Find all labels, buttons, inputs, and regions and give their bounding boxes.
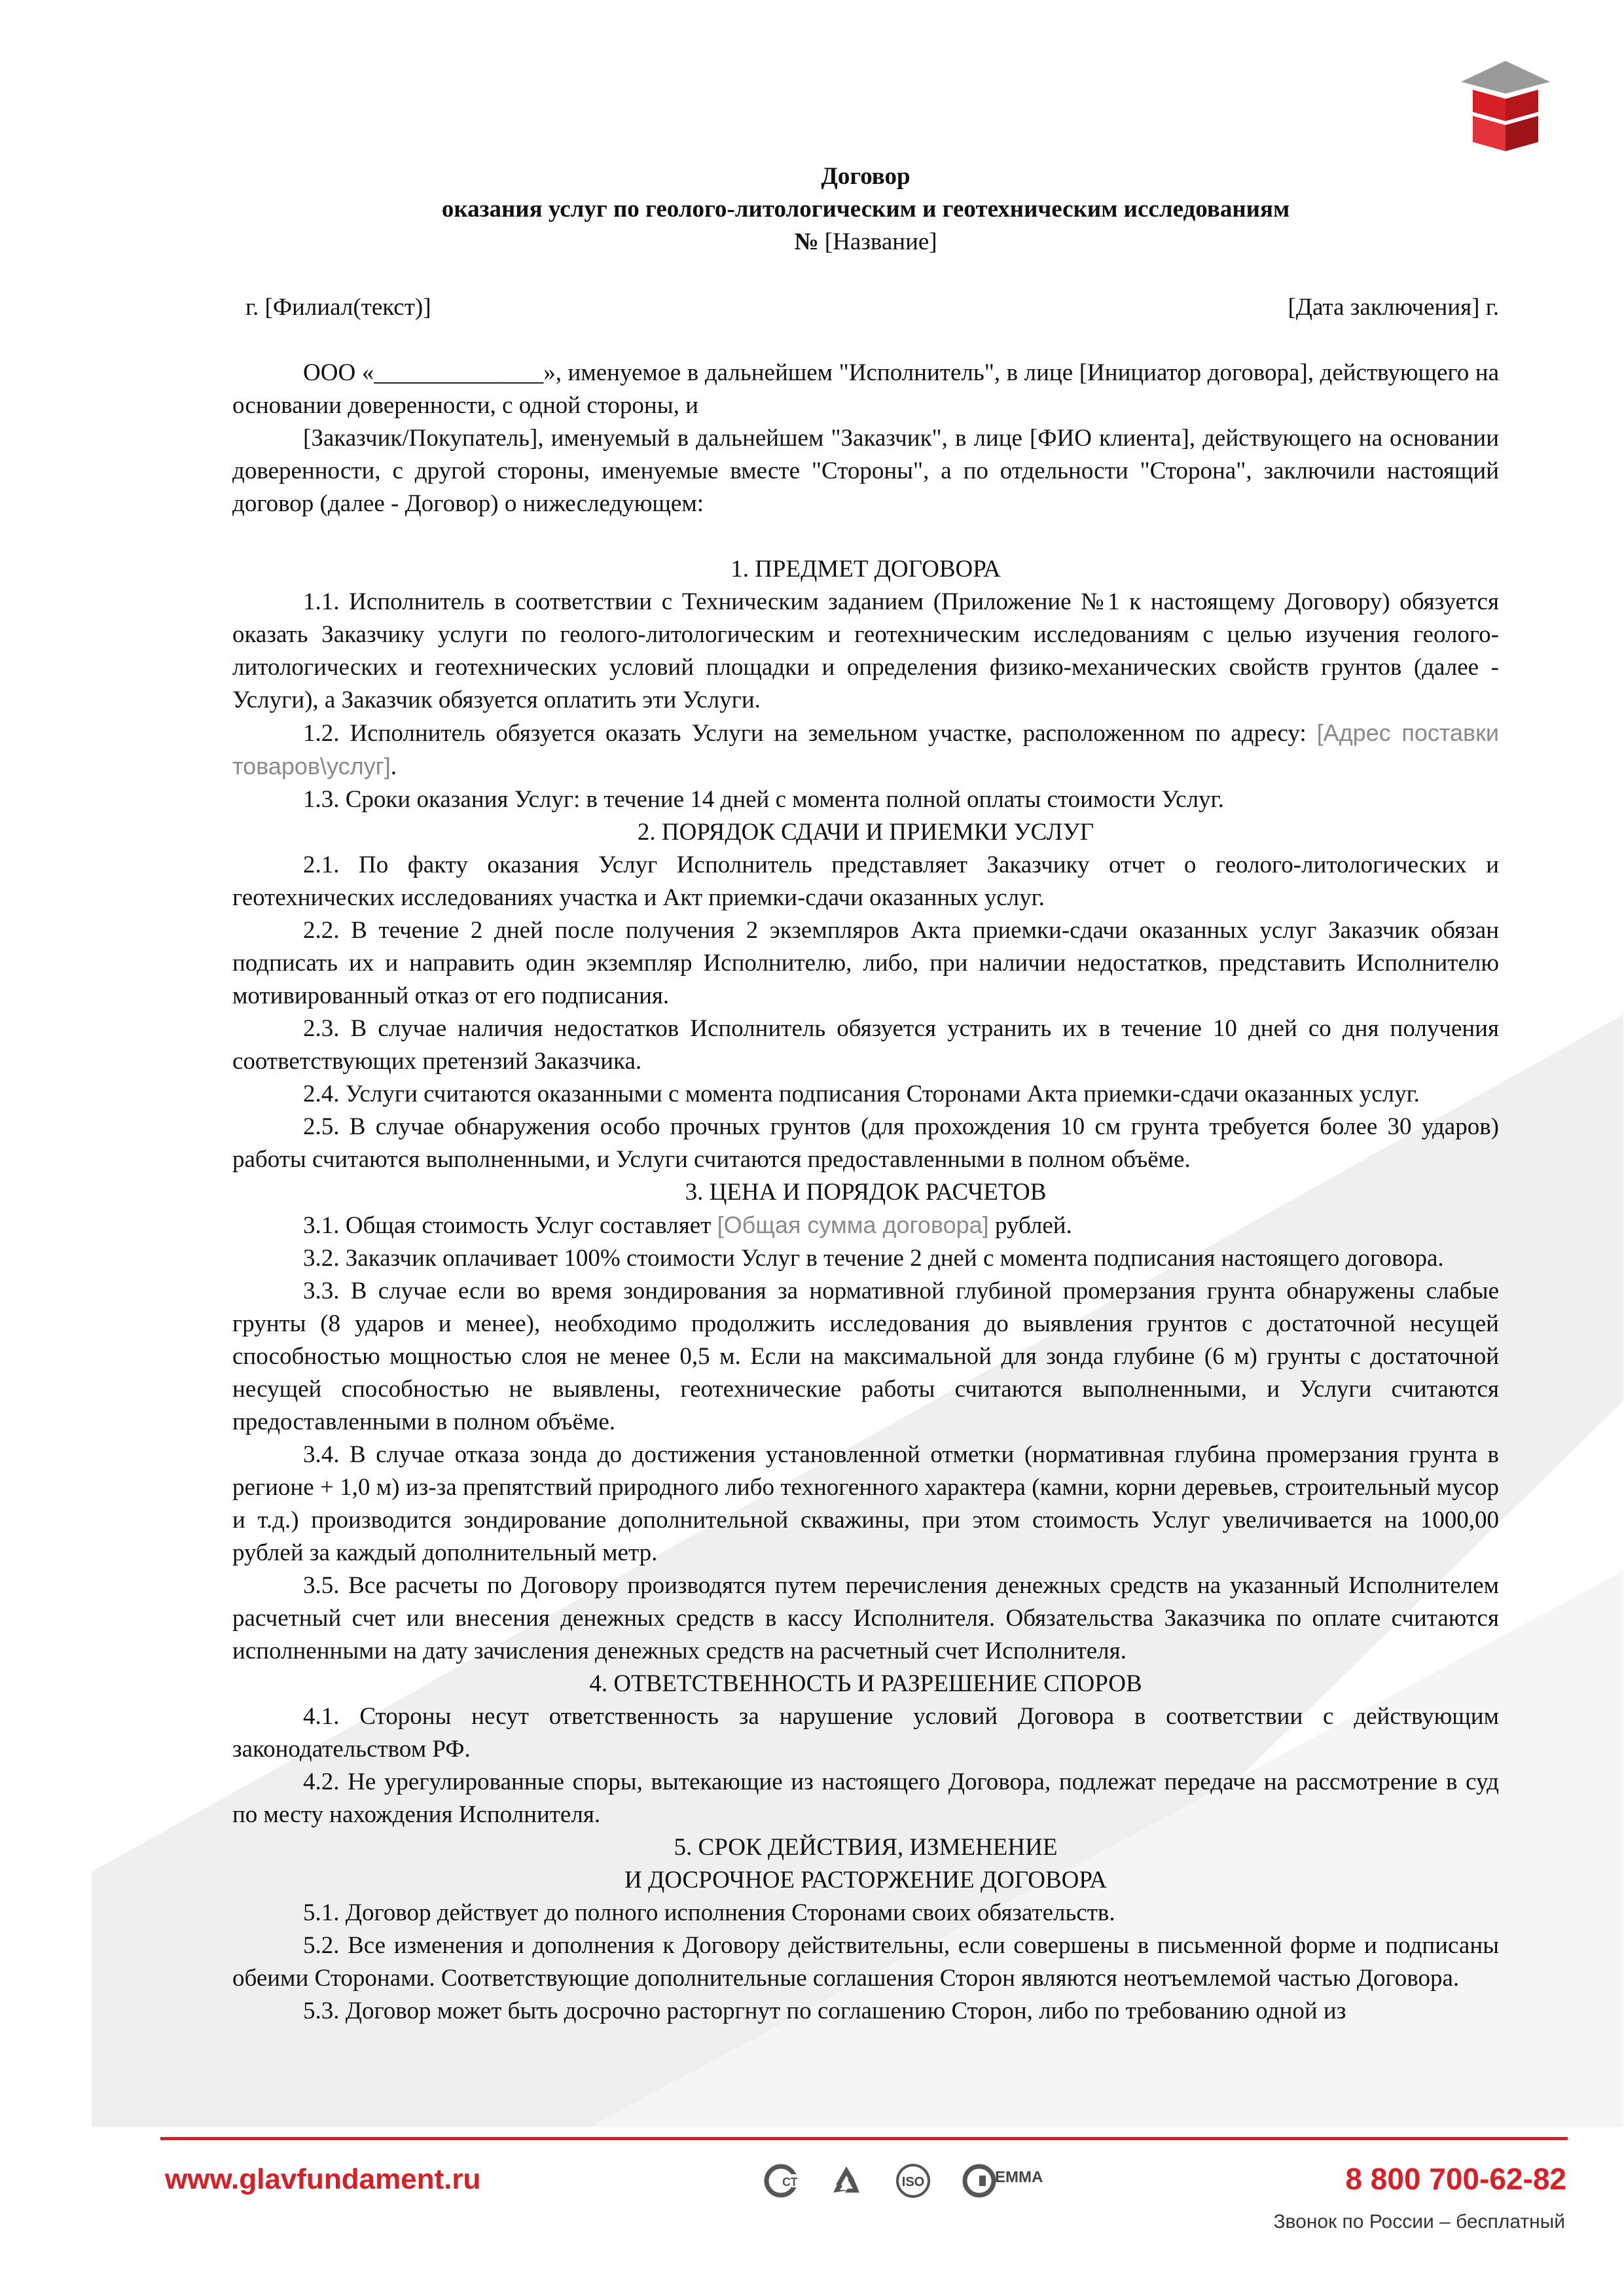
gemma-cert-label: EMMA <box>995 2168 1043 2186</box>
section-heading-2: 2. ПОРЯДОК СДАЧИ И ПРИЕМКИ УСЛУГ <box>637 819 1094 846</box>
clause-5-1: 5.1. Договор действует до полного исполнения Сторонами своих обязательств. <box>303 1899 1115 1926</box>
clause-2-5: 2.5. В случае обнаружения особо прочных грунтов (для прохождения 10 см грунта требуется более 30 ударов) работы считаются выполненными, и Услуги считаются предоставленными в полном объёме. <box>232 1113 1499 1173</box>
clause-4-1: 4.1. Стороны несут ответственность за нарушение условий Договора в соответствии с действующим законодательством РФ. <box>232 1703 1499 1763</box>
phone-number[interactable]: 8 800 700-62-82 <box>1345 2162 1566 2196</box>
section-heading-3: 3. ЦЕНА И ПОРЯДОК РАСЧЕТОВ <box>685 1179 1047 1206</box>
city-field: г. [Филиал(текст)] <box>245 294 431 321</box>
intro-paragraph-customer: [Заказчик/Покупатель], именуемый в дальнейшем "Заказчик", в лице [ФИО клиента], действующего на основании доверенности, с другой стороны, именуемые вместе "Стороны", а по отдельности "Сторона", заключили настоящий договор (далее - Договор) о нижеследующем: <box>232 425 1499 517</box>
clause-3-1-text: 3.1. Общая стоимость Услуг составляет <box>303 1212 717 1239</box>
clause-3-1 <box>232 1209 1499 1242</box>
clause-3-5: 3.5. Все расчеты по Договору производятся путем перечисления денежных средств на указанный Исполнителем расчетный счет или внесения денежных средств в кассу Исполнителя. Обязательства Заказчика по оплате считаются исполненными на дату зачисления денежных средств на расчетный счет Исполнителя. <box>232 1572 1499 1664</box>
clause-2-4: 2.4. Услуги считаются оказанными с момента подписания Сторонами Акта приемки-сдачи оказанных услуг. <box>303 1081 1420 1107</box>
clause-1-2-text: 1.2. Исполнитель обязуется оказать Услуги на земельном участке, расположенном по адресу: <box>303 720 1317 747</box>
section-heading-4: 4. ОТВЕТСТВЕННОСТЬ И РАЗРЕШЕНИЕ СПОРОВ <box>589 1670 1142 1697</box>
clause-3-4: 3.4. В случае отказа зонда до достижения установленной отметки (нормативная глубина промерзания грунта в регионе + 1,0 м) из-за препятствий природного либо техногенного характера (камни, корни деревьев, строительный мусор и т.д.) производится зондирование дополнительной скважины, при этом стоимость Услуг увеличивается на 1000,00 рублей за каждый дополнительный метр. <box>232 1441 1499 1566</box>
clause-5-2: 5.2. Все изменения и дополнения к Договору действительны, если совершены в письменной форме и подписаны обеими Сторонами. Соответствующие дополнительные соглашения Сторон являются неотъемлемой частью Договора. <box>232 1932 1499 1992</box>
company-logo <box>1460 56 1551 154</box>
footer-divider <box>160 2137 1568 2140</box>
website-link[interactable]: www.glavfundament.ru <box>165 2163 481 2195</box>
date-field: [Дата заключения] г. <box>1288 294 1499 321</box>
contract-document <box>232 160 1499 2028</box>
iso-cert-icon <box>892 2161 935 2200</box>
clause-1-2-end: . <box>390 753 397 780</box>
recycle-cert-icon <box>828 2161 865 2200</box>
section-heading-1: 1. ПРЕДМЕТ ДОГОВОРА <box>731 556 1001 583</box>
address-placeholder: [Адрес поставки товаров\услуг] <box>232 719 1499 780</box>
clause-2-1: 2.1. По факту оказания Услуг Исполнитель представляет Заказчику отчет о геолого-литологических и геотехнических исследованиях участка и Акт приемки-сдачи оказанных услуг. <box>232 852 1499 911</box>
clause-4-2: 4.2. Не урегулированные споры, вытекающие из настоящего Договора, подлежат передаче на рассмотрение в суд по месту нахождения Исполнителя. <box>232 1768 1499 1828</box>
clause-5-3: 5.3. Договор может быть досрочно расторгнут по соглашению Сторон, либо по требованию одной из <box>303 1998 1346 2024</box>
clause-3-3: 3.3. В случае если во время зондирования за нормативной глубиной промерзания грунта обнаружены слабые грунты (8 ударов и менее), необходимо продолжить исследования до выявления грунтов с достаточной несущей способностью мощностью слоя не менее 0,5 м. Если на максимальной для зонда глубине (6 м) грунты с достаточной несущей способностью не выявлены, геотехнические работы считаются выполненными, и Услуги считаются предоставленными в полном объёме. <box>232 1278 1499 1435</box>
document-title: Договор <box>821 163 911 190</box>
clause-1-3: 1.3. Сроки оказания Услуг: в течение 14 дней с момента полной оплаты стоимости Услуг. <box>303 786 1224 813</box>
clause-3-1-end: рублей. <box>988 1212 1072 1239</box>
section-heading-5-line1: 5. СРОК ДЕЙСТВИЯ, ИЗМЕНЕНИЕ <box>674 1834 1058 1861</box>
iso-cert-label: ISO <box>901 2175 925 2189</box>
svg-text:СТ: СТ <box>782 2176 798 2189</box>
number-sign: № <box>794 228 819 255</box>
section-heading-5-line2: И ДОСРОЧНОЕ РАСТОРЖЕНИЕ ДОГОВОРА <box>624 1867 1107 1893</box>
clause-3-2: 3.2. Заказчик оплачивает 100% стоимости Услуг в течение 2 дней с момента подписания настоящего договора. <box>303 1245 1444 1272</box>
total-sum-placeholder: [Общая сумма договора] <box>717 1211 989 1238</box>
document-subtitle: оказания услуг по геолого-литологическим и геотехническим исследованиям <box>441 196 1290 223</box>
city-date-line <box>232 291 1499 324</box>
gemma-cert-icon <box>962 2161 1047 2200</box>
document-number <box>232 226 1499 259</box>
clause-1-1: 1.1. Исполнитель в соответствии с Техническим заданием (Приложение №1 к настоящему Договору) обязуется оказать Заказчику услуги по геолого-литологическим и геотехническим исследованиям с целью изучения геолого-литологических и геотехнических условий площадки и определения физико-механических свойств грунтов (далее - Услуги), а Заказчик обязуется оплатить эти Услуги. <box>232 588 1499 713</box>
intro-paragraph-executor: ООО «______________», именуемое в дальнейшем "Исполнитель", в лице [Инициатор договора], действующего на основании доверенности, с одной стороны, и <box>232 359 1499 419</box>
pst-cert-icon <box>763 2161 802 2200</box>
clause-2-2: 2.2. В течение 2 дней после получения 2 экземпляров Акта приемки-сдачи оказанных услуг Заказчик обязан подписать их и направить один экземпляр Исполнителю, либо, при наличии недостатков, представить Исполнителю мотивированный отказ от его подписания. <box>232 917 1499 1009</box>
clause-2-3: 2.3. В случае наличия недостатков Исполнитель обязуется устранить их в течение 10 дней со дня получения соответствующих претензий Заказчика. <box>232 1015 1499 1075</box>
clause-1-2 <box>232 717 1499 783</box>
phone-note: Звонок по России – бесплатный <box>1273 2211 1565 2233</box>
number-value: [Название] <box>818 228 937 255</box>
